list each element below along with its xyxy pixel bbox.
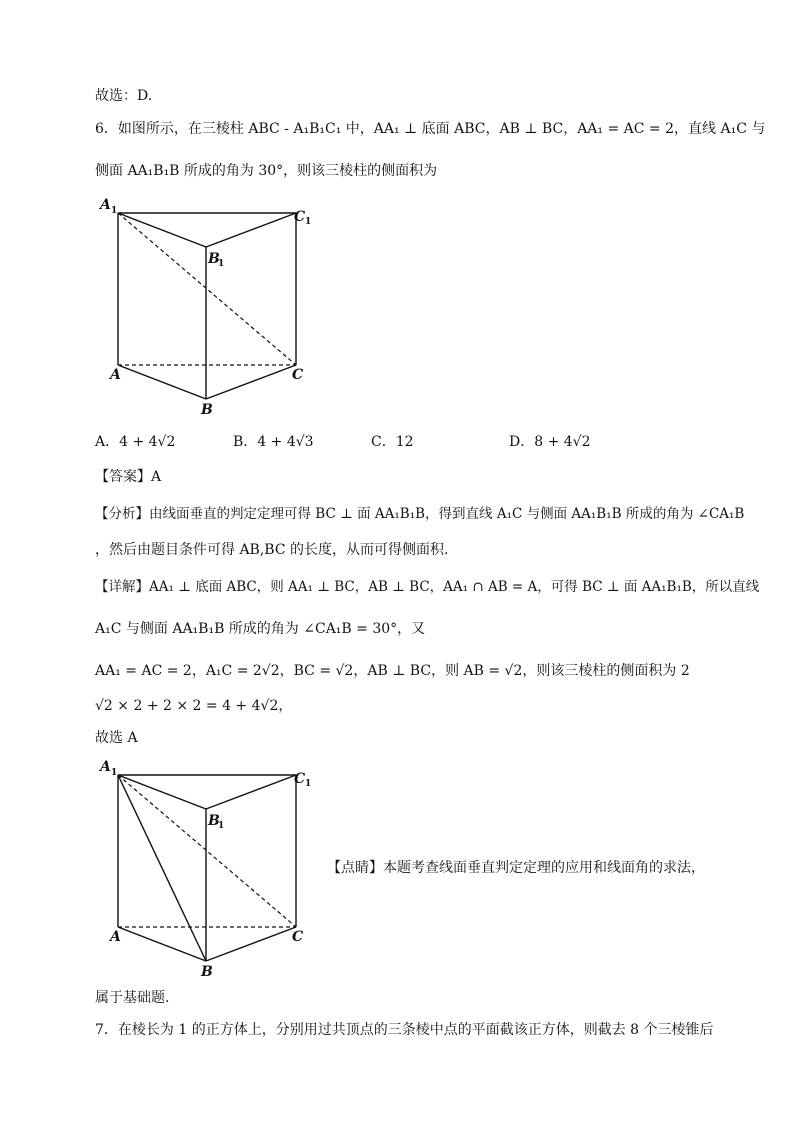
label-a: A bbox=[110, 367, 121, 383]
label-b: B bbox=[201, 964, 213, 980]
question-6-line1: 6．如图所示，在三棱柱 ABC - A₁B₁C₁ 中，AA₁ ⊥ 底面 ABC，AB ⊥ BC，AA₁ = AC = 2，直线 A₁C 与 bbox=[95, 121, 766, 137]
label-b: B bbox=[201, 402, 213, 418]
detail-line3: AA₁ = AC = 2，A₁C = 2√2，BC = √2，AB ⊥ BC，则 AB = √2，则该三棱柱的侧面积为 2 bbox=[95, 663, 690, 679]
label-c1: C bbox=[294, 771, 306, 787]
label-c1: C bbox=[294, 209, 306, 225]
question-7-line1: 7．在棱长为 1 的正方体上，分别用过共顶点的三条棱中点的平面截该正方体，则截去 8 个三棱锥后 bbox=[95, 1022, 714, 1038]
question-6-line2: 侧面 AA₁B₁B 所成的角为 30°，则该三棱柱的侧面积为 bbox=[95, 163, 438, 179]
prev-answer: 故选：D. bbox=[95, 88, 153, 104]
label-a1: A bbox=[100, 197, 111, 213]
label-b1-sub: 1 bbox=[218, 821, 225, 831]
label-c1-sub: 1 bbox=[305, 217, 312, 227]
comment-line: 【点睛】本题考查线面垂直判定定理的应用和线面角的求法， bbox=[327, 860, 705, 876]
label-b1-sub: 1 bbox=[218, 259, 225, 269]
prism-figure-1 bbox=[96, 195, 326, 420]
choose-answer: 故选 A bbox=[95, 730, 138, 746]
analysis-line1: 【分析】由线面垂直的判定定理可得 BC ⊥ 面 AA₁B₁B，得到直线 A₁C 与侧面 AA₁B₁B 所成的角为 ∠CA₁B bbox=[95, 506, 745, 522]
comment-end: 属于基础题. bbox=[95, 990, 170, 1006]
option-a: A．4 + 4√2 bbox=[95, 434, 176, 450]
prism-figure-2 bbox=[96, 757, 326, 982]
option-c: C．12 bbox=[371, 434, 414, 450]
detail-line1: 【详解】AA₁ ⊥ 底面 ABC，则 AA₁ ⊥ BC，AB ⊥ BC，AA₁ ∩ AB = A，可得 BC ⊥ 面 AA₁B₁B，所以直线 bbox=[95, 579, 760, 595]
label-c: C bbox=[292, 367, 304, 383]
answer-line: 【答案】A bbox=[95, 469, 162, 485]
label-a: A bbox=[110, 929, 121, 945]
detail-line2: A₁C 与侧面 AA₁B₁B 所成的角为 ∠CA₁B = 30°，又 bbox=[95, 621, 426, 637]
option-b: B．4 + 4√3 bbox=[233, 434, 314, 450]
label-c: C bbox=[292, 929, 304, 945]
detail-line4: √2 × 2 + 2 × 2 = 4 + 4√2， bbox=[95, 698, 293, 714]
label-a1: A bbox=[100, 759, 111, 775]
label-a1-sub: 1 bbox=[111, 206, 118, 216]
option-d: D．8 + 4√2 bbox=[509, 434, 591, 450]
analysis-line2: ，然后由题目条件可得 AB,BC 的长度，从而可得侧面积. bbox=[95, 542, 449, 558]
label-a1-sub: 1 bbox=[111, 768, 118, 778]
label-b1: B bbox=[208, 813, 220, 829]
label-c1-sub: 1 bbox=[305, 779, 312, 789]
label-b1: B bbox=[208, 251, 220, 267]
